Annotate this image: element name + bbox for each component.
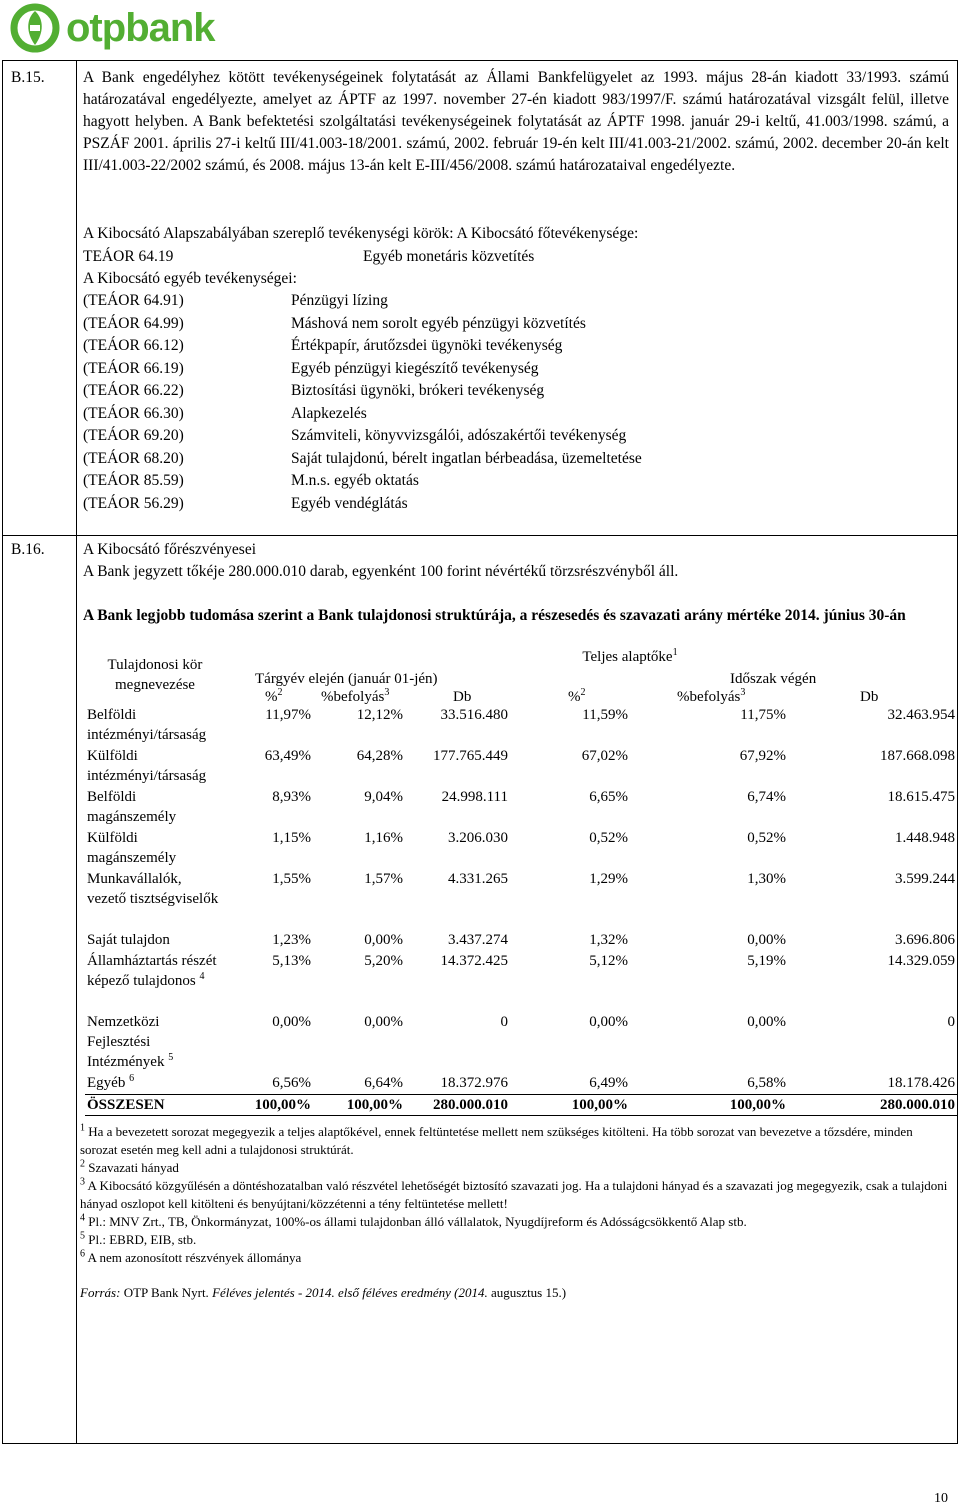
source-line (80, 1282, 566, 1304)
footnote: $^5$ Pl.: EBRD, EIB, stb. (80, 1230, 197, 1247)
db-end-cell: 0 (947, 1014, 955, 1030)
footnote: $^4$ Pl.: MNV Zrt., TB, Önkormányzat, 100%-os állami tulajdonban álló vállalatok, Nyugdíjreform és Adósságcsökkentő Alap stb. (80, 1212, 747, 1229)
footnotes (80, 1123, 950, 1267)
table-row (85, 869, 957, 930)
header-end: Időszak végén (730, 671, 817, 687)
otp-bank-logo (10, 2, 215, 54)
vote-end-cell: 0,00% (747, 932, 786, 948)
table-row (85, 1012, 957, 1073)
table-row (85, 930, 957, 951)
main-activity (83, 246, 949, 268)
table-row (85, 828, 957, 869)
vote-end-cell: 6,58% (747, 1075, 786, 1091)
db-end-cell: 18.615.475 (887, 789, 955, 805)
total-cell: 100,00% (313, 1094, 405, 1115)
db-start-cell: 177.765.449 (433, 748, 508, 764)
b16-capital: A Bank jegyzett tőkéje 280.000.010 darab, egyenként 100 forint névértékű törzsrészvényből áll. (83, 563, 679, 580)
db-end-cell: 1.448.948 (895, 830, 955, 846)
header-owner: Tulajdonosi kör megnevezése (107, 657, 203, 693)
footnote: $^1$ Ha a bevezetett sorozat megegyezik a teljes alaptőkével, ennek feltüntetése mellett nem szükséges kitölteni. Ha több sorozat van bevezetve a tőzsdére, minden sorozat esetén meg kell adni a tulajdonosi struktúrát. (80, 1122, 913, 1157)
db-start-cell: 3.437.274 (448, 932, 508, 948)
vote-end-cell: 11,75% (740, 707, 786, 723)
header-pct-start: %$^2$ (265, 687, 283, 705)
header-total: Teljes alaptőke (582, 649, 673, 665)
pct-start-cell: 63,49% (264, 748, 311, 764)
pct-end-cell: 5,12% (589, 953, 628, 969)
section-label-b16: B.16. (11, 541, 45, 558)
owner-name-cell: Egyéb $^6$ (87, 1073, 135, 1091)
vote-start-cell: 6,64% (364, 1075, 403, 1091)
footnote: $^6$ A nem azonosított részvények állománya (80, 1248, 302, 1265)
db-start-cell: 24.998.111 (441, 789, 508, 805)
main-activity-desc: Egyéb monetáris közvetítés (363, 248, 535, 265)
section-divider (3, 535, 957, 536)
vote-end-cell: 6,74% (747, 789, 786, 805)
owner-name-cell: Külföldi magánszemély (87, 830, 177, 866)
pct-end-cell: 6,65% (589, 789, 628, 805)
owner-name-cell: Munkavállalók, vezető tisztségviselők (87, 871, 219, 907)
b15-paragraph: A Bank engedélyhez kötött tevékenységeinek folytatását az Állami Bankfelügyelet az 1993. május 28-án kiadott 33/1993. számú határozatával engedélyezte, amelyet az ÁPTF az 1997. november 27-én kiadott 983/1997/F. számú határozatával vizsgált felül, illetve hagyott helyben. A Bank befektetési szolgáltatási tevékenységeinek folytatását az ÁPTF 1998. január 29-i keltű, 41.003/1998. számú, a PSZÁF 2001. április 27-i keltű III/41.003-18/2001. számú, 2002. február 19-én kelt III/41.003-21/2002. számú, 2002. december 20-án kelt III/41.003-22/2002 számú, és 2008. május 13-án kelt E-III/456/2008. számú határozataival engedélyezte. (83, 69, 949, 174)
header-db-start: Db (453, 689, 472, 705)
pct-start-cell: 8,93% (272, 789, 311, 805)
vote-end-cell: 0,00% (747, 1014, 786, 1030)
footnote: $^2$ Szavazati hányad (80, 1158, 179, 1175)
db-start-cell: 14.372.425 (440, 953, 508, 969)
vote-end-cell: 0,52% (747, 830, 786, 846)
ownership-table-body (85, 705, 957, 1115)
source-date: augusztus 15.) (490, 1285, 567, 1300)
pct-end-cell: 6,49% (589, 1075, 628, 1091)
ownership-table (85, 645, 957, 1116)
header-start: Tárgyév elején (január 01-jén) (255, 671, 438, 687)
pct-start-cell: 1,55% (272, 871, 311, 887)
total-cell: 280.000.010 (405, 1094, 510, 1115)
owner-name-cell: Belföldi magánszemély (87, 789, 177, 825)
table-row (85, 951, 957, 1012)
table-row (85, 705, 957, 746)
otp-leaf-logo-icon (10, 3, 60, 53)
total-cell: 100,00% (630, 1094, 788, 1115)
db-end-cell: 32.463.954 (887, 707, 955, 723)
db-start-cell: 0 (500, 1014, 508, 1030)
footnote: $^3$ A Kibocsátó közgyűlésén a döntéshozatalban való részvétel lehetőségét biztosító szavazati jog. Ha a tulajdoni hányad és a szavazati jog megegyezik, csak a tulajdoni hányad oszlopot kell kitölteni és benyújtani/közzétenni a tény feltüntetése mellett! (80, 1176, 948, 1211)
table-row (85, 746, 957, 787)
source-company: OTP Bank Nyrt. (123, 1285, 209, 1300)
db-start-cell: 3.206.030 (448, 830, 508, 846)
pct-end-cell: 0,00% (589, 1014, 628, 1030)
vote-start-cell: 0,00% (364, 932, 403, 948)
total-cell: 100,00% (225, 1094, 313, 1115)
source-label: Forrás: (80, 1285, 121, 1300)
vote-start-cell: 1,57% (364, 871, 403, 887)
table-row (85, 787, 957, 828)
page-number: 10 (934, 1491, 948, 1506)
table-total-row (85, 1094, 957, 1115)
pct-end-cell: 11,59% (582, 707, 628, 723)
pct-end-cell: 1,32% (589, 932, 628, 948)
pct-end-cell: 67,02% (581, 748, 628, 764)
activities-intro: A Kibocsátó Alapszabályában szereplő tevékenységi körök: A Kibocsátó főtevékenysége: (83, 225, 639, 242)
vote-start-cell: 5,20% (364, 953, 403, 969)
vote-end-cell: 67,92% (739, 748, 786, 764)
pct-start-cell: 5,13% (272, 953, 311, 969)
source-title: Féléves jelentés - 2014. első féléves eredmény (2014. (212, 1285, 488, 1300)
header-vote-end: %befolyás$^3$ (677, 687, 746, 705)
vote-start-cell: 0,00% (364, 1014, 403, 1030)
db-end-cell: 18.178.426 (887, 1075, 955, 1091)
section-label-b15: B.15. (11, 69, 45, 86)
pct-start-cell: 11,97% (265, 707, 311, 723)
column-divider (76, 61, 77, 1443)
total-cell: 280.000.010 (788, 1094, 957, 1115)
owner-name-cell: Külföldi intézményi/társaság (87, 748, 207, 784)
pct-start-cell: 1,23% (272, 932, 311, 948)
vote-start-cell: 12,12% (356, 707, 403, 723)
total-cell: 100,00% (510, 1094, 630, 1115)
owner-name-cell: Belföldi intézményi/társaság (87, 707, 207, 743)
vote-start-cell: 1,16% (364, 830, 403, 846)
ownership-table-title: A Bank legjobb tudomása szerint a Bank tulajdonosi struktúrája, a részesedés és szavazati arány mértéke 2014. június 30-án (83, 607, 906, 624)
table-header-row (85, 645, 957, 705)
vote-end-cell: 1,30% (747, 871, 786, 887)
header-pct-end: %$^2$ (568, 687, 586, 705)
pct-start-cell: 0,00% (272, 1014, 311, 1030)
logo-wordmark: otpbank (66, 6, 215, 50)
vote-start-cell: 64,28% (356, 748, 403, 764)
pct-end-cell: 0,52% (589, 830, 628, 846)
pct-start-cell: 6,56% (272, 1075, 311, 1091)
table-row (85, 1073, 957, 1094)
total-cell: ÖSSZESEN (85, 1094, 225, 1115)
owner-name-cell: Nemzetközi Fejlesztési Intézmények $^5$ (87, 1014, 174, 1070)
owner-name-cell: Saját tulajdon (87, 932, 170, 948)
db-end-cell: 14.329.059 (887, 953, 955, 969)
db-end-cell: 187.668.098 (880, 748, 955, 764)
pct-end-cell: 1,29% (589, 871, 628, 887)
pct-start-cell: 1,15% (272, 830, 311, 846)
activity-list: (TEÁOR 64.91) Pénzügyi lízing (TEÁOR 64.99) Máshová nem sorolt egyéb pénzügyi közvetítés (TEÁOR 66.12) Értékpapír, árutőzsdei ügynöki tevékenység (TEÁOR 66.19) Egyéb pénzügyi kiegészítő tevékenység (TEÁOR 66.22) Biztosítási ügynöki, brókeri tevékenység (TEÁOR 66.30) Alapkezelés (TEÁOR 69.20) Számviteli, könyvvizsgálói, adószakértői tevékenység (TEÁOR 68.20) Saját tulajdonú, bérelt ingatlan bérbeadása, üzemeltetése (TEÁOR 85.59) M.n.s. egyéb oktatás (TEÁOR 56.29) Egyéb vendéglátás (83, 292, 642, 512)
other-activities-intro: A Kibocsátó egyéb tevékenységei: (83, 270, 297, 287)
header-vote-start: %befolyás$^3$ (321, 687, 390, 705)
db-start-cell: 4.331.265 (448, 871, 508, 887)
db-end-cell: 3.599.244 (895, 871, 955, 887)
vote-end-cell: 5,19% (747, 953, 786, 969)
db-start-cell: 18.372.976 (440, 1075, 508, 1091)
b16-title: A Kibocsátó főrészvényesei (83, 541, 257, 558)
vote-start-cell: 9,04% (364, 789, 403, 805)
main-activity-code: TEÁOR 64.19 (83, 248, 174, 265)
db-end-cell: 3.696.806 (895, 932, 955, 948)
header-db-end: Db (860, 689, 879, 705)
owner-name-cell: Államháztartás részét képező tulajdonos $^4$ (87, 953, 217, 989)
header-group: Teljes alaptőke$^1$ Tárgyév elején (január 01-jén) Időszak végén %$^2$ %befolyás$^3$ Db %$^2$ %befolyás$^3$ Db (255, 647, 879, 705)
db-start-cell: 33.516.480 (440, 707, 508, 723)
